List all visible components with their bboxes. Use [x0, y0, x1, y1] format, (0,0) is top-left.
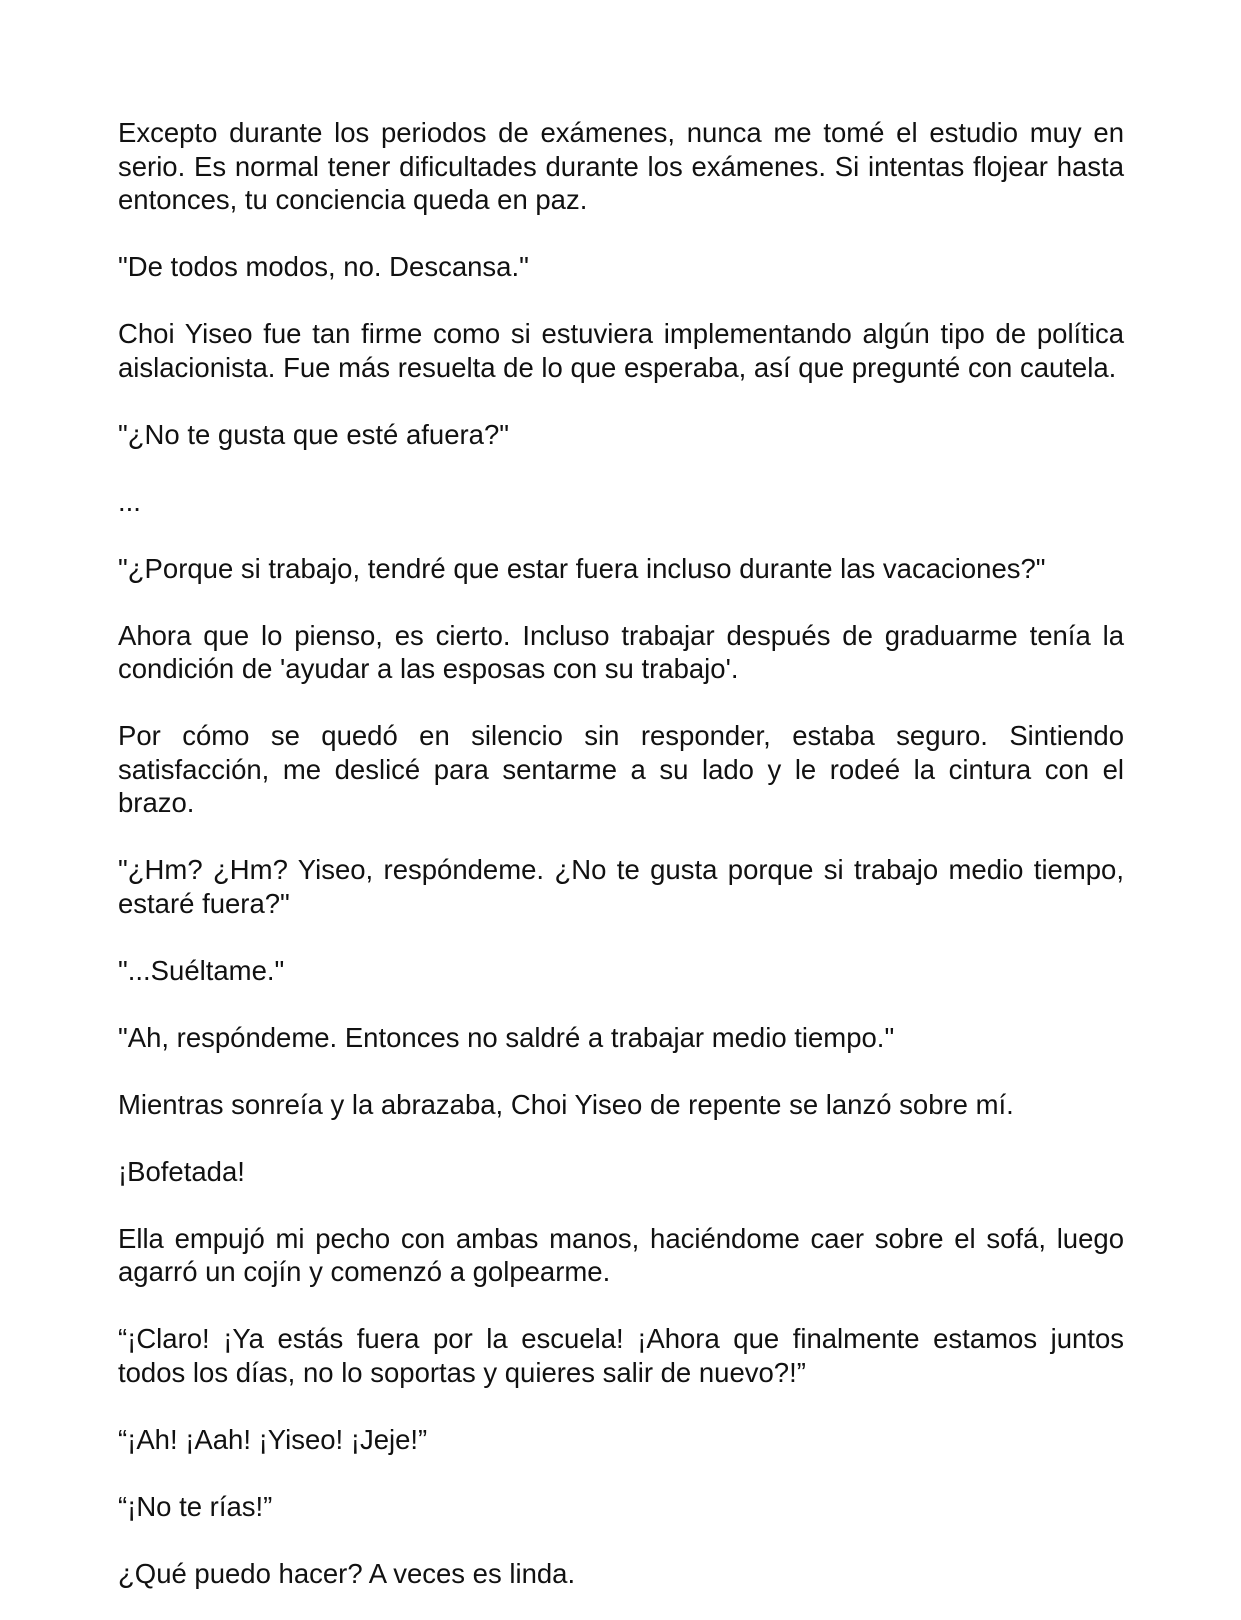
paragraph: Ahora que lo pienso, es cierto. Incluso trabajar después de graduarme tenía la condición de 'ayudar a las esposas con su trabajo'.: [118, 619, 1124, 684]
paragraph: Excepto durante los periodos de exámenes, nunca me tomé el estudio muy en serio. Es normal tener dificultades durante los exámenes. Si intentas flojear hasta entonces, tu conciencia queda en paz.: [118, 117, 1124, 215]
paragraph: “¡Claro! ¡Ya estás fuera por la escuela! ¡Ahora que finalmente estamos juntos todos los días, no lo soportas y quieres salir de nuevo?!”: [118, 1323, 1124, 1388]
document-body: [118, 116, 1124, 1590]
paragraph: Choi Yiseo fue tan firme como si estuviera implementando algún tipo de política aislacionista. Fue más resuelta de lo que esperaba, así que pregunté con cautela.: [118, 318, 1124, 383]
paragraph: "¿No te gusta que esté afuera?": [118, 418, 510, 450]
paragraph: Mientras sonreía y la abrazaba, Choi Yiseo de repente se lanzó sobre mí.: [118, 1088, 1014, 1120]
paragraph: "Ah, respóndeme. Entonces no saldré a trabajar medio tiempo.": [118, 1021, 895, 1053]
paragraph: Por cómo se quedó en silencio sin responder, estaba seguro. Sintiendo satisfacción, me deslicé para sentarme a su lado y le rodeé la cintura con el brazo.: [118, 720, 1124, 818]
paragraph: "De todos modos, no. Descansa.": [118, 251, 529, 282]
paragraph: Ella empujó mi pecho con ambas manos, haciéndome caer sobre el sofá, luego agarró un cojín y comenzó a golpearme.: [118, 1222, 1124, 1287]
paragraph: "...Suéltame.": [118, 954, 285, 986]
paragraph: ¿Qué puedo hacer? A veces es linda.: [118, 1557, 576, 1589]
paragraph: ¡Bofetada!: [118, 1155, 245, 1187]
paragraph: "¿Hm? ¿Hm? Yiseo, respóndeme. ¿No te gusta porque si trabajo medio tiempo, estaré fuera?": [118, 854, 1124, 919]
paragraph: “¡No te rías!”: [118, 1490, 273, 1522]
paragraph: ...: [118, 485, 141, 517]
paragraph: “¡Ah! ¡Aah! ¡Yiseo! ¡Jeje!”: [118, 1423, 428, 1455]
paragraph: "¿Porque si trabajo, tendré que estar fuera incluso durante las vacaciones?": [118, 552, 1046, 584]
